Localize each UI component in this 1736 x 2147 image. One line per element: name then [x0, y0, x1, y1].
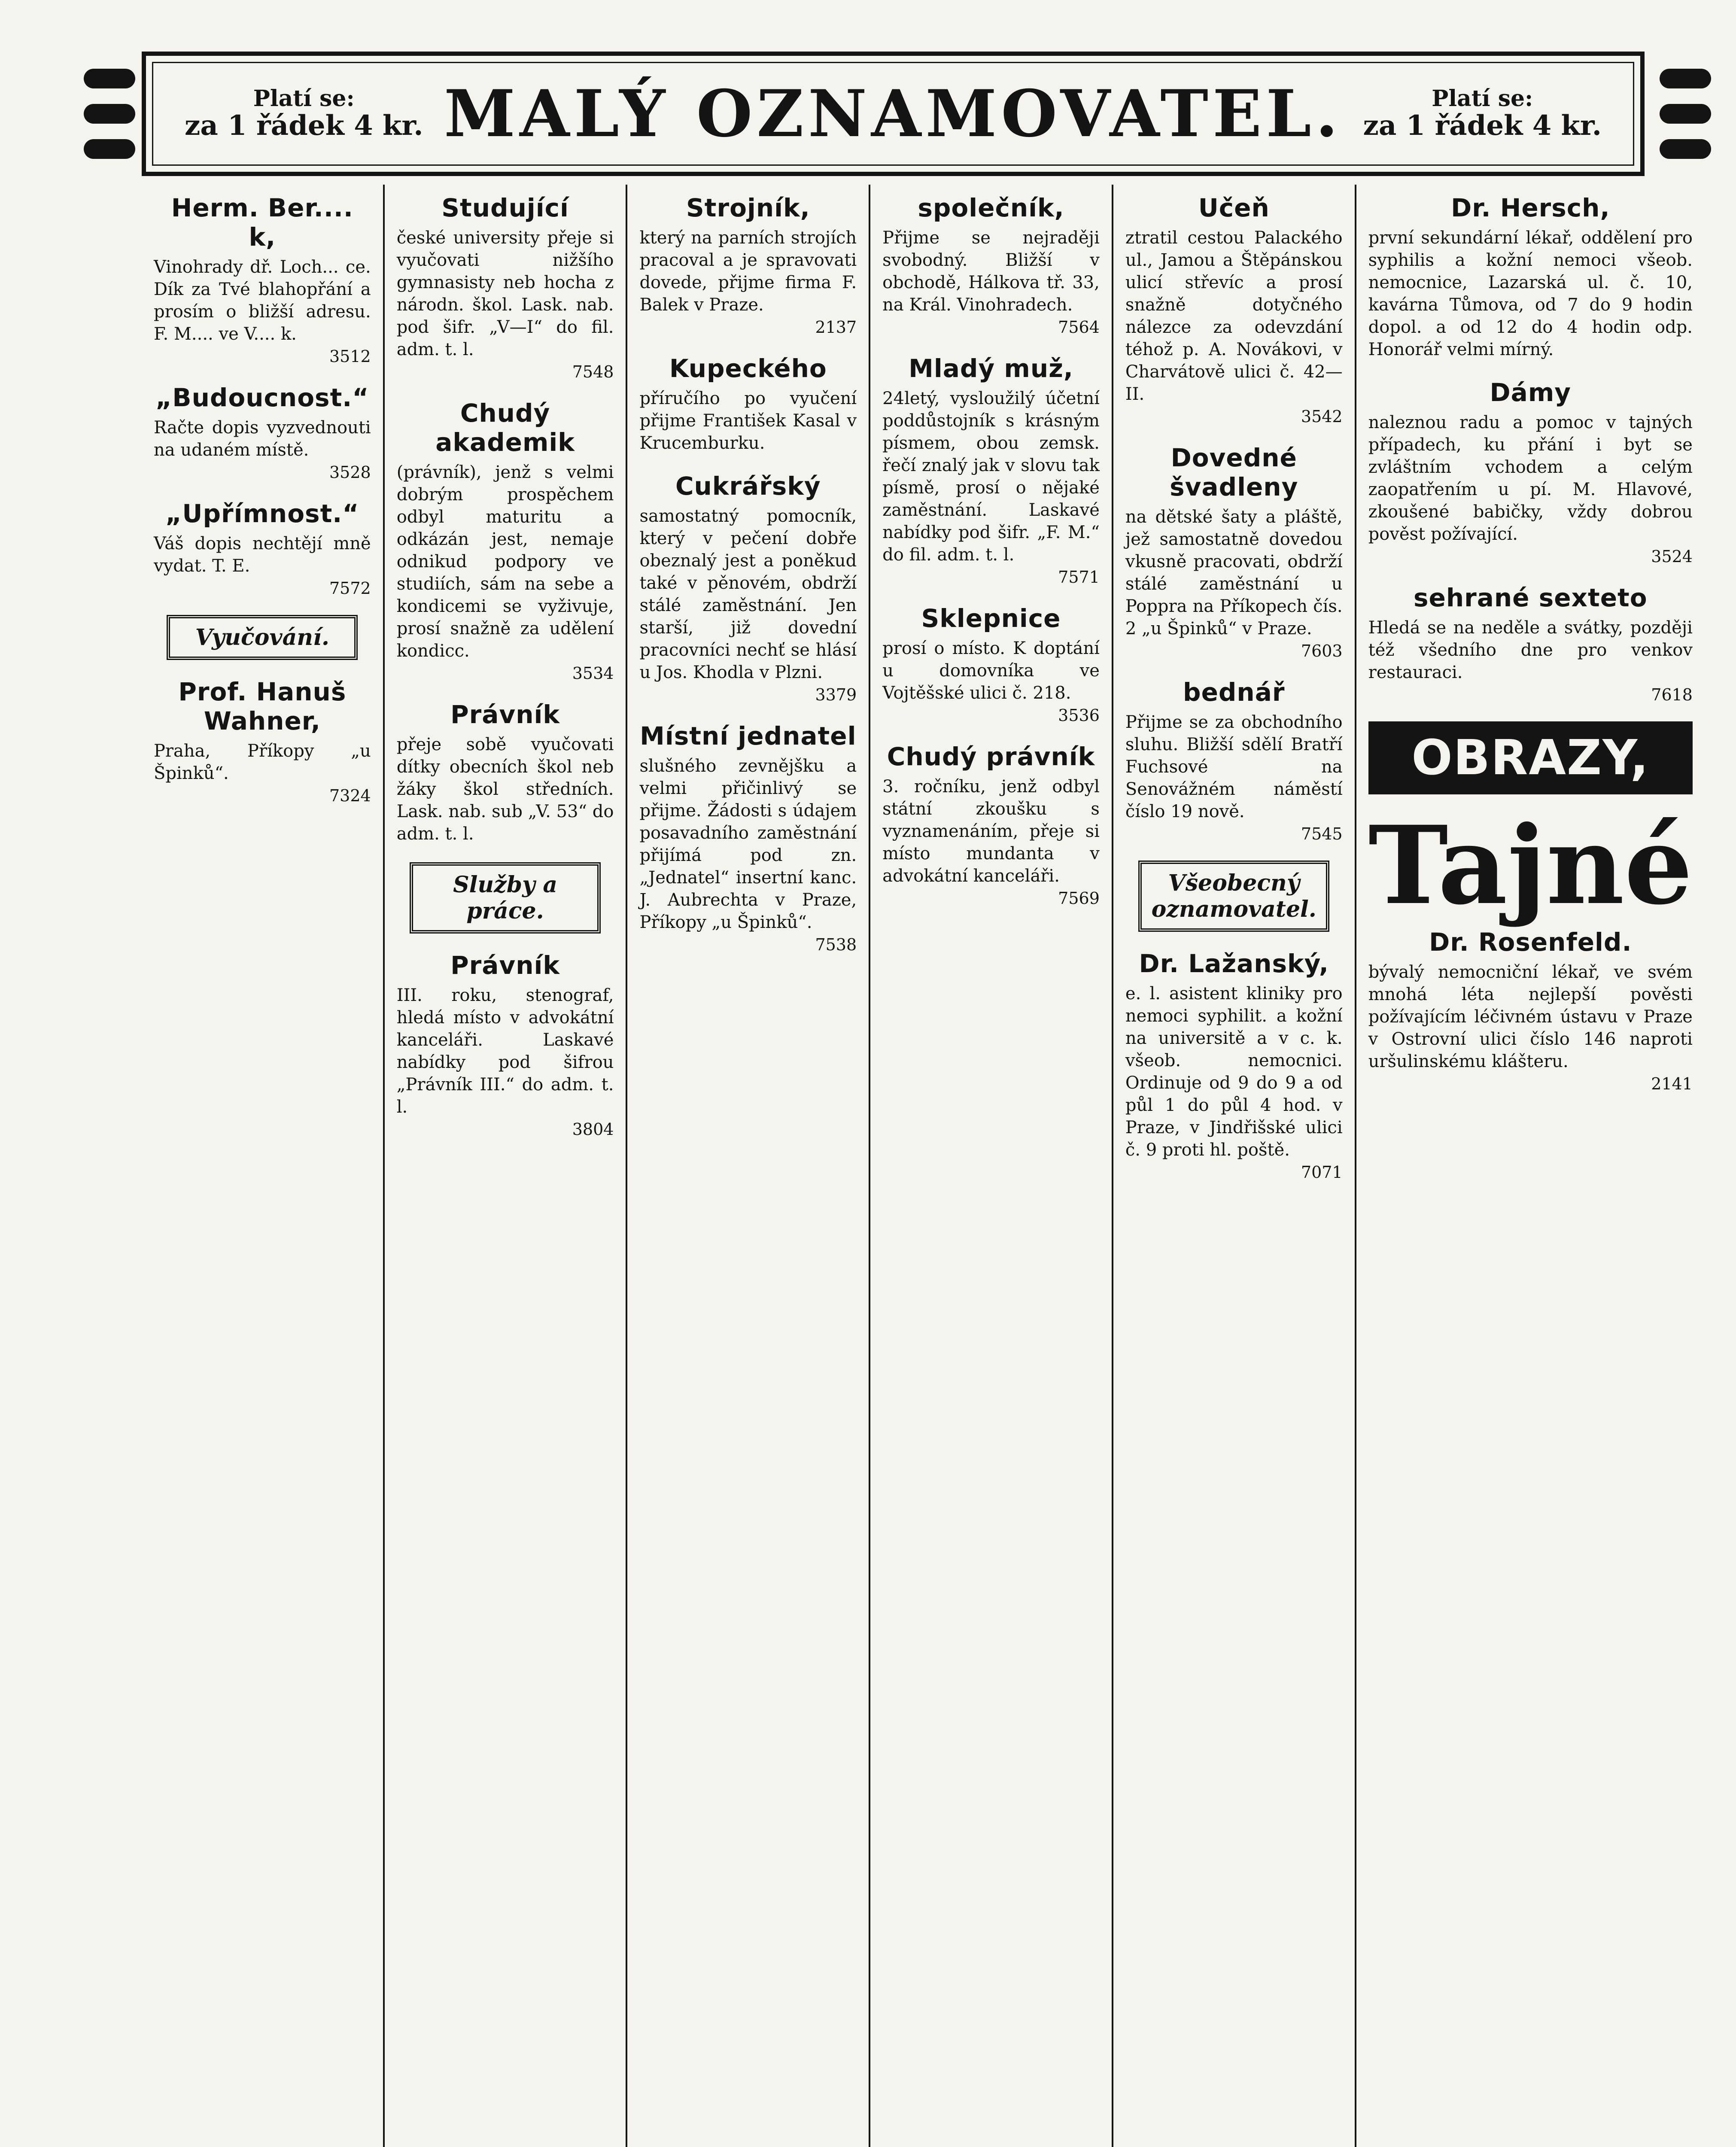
price-right — [1363, 86, 1602, 141]
ad-number: 7071 — [1301, 1163, 1343, 1182]
ad-text: první sekundární lékař, oddělení pro syphilis a kožní nemoci všeob. nemocnice, Lazarská ul. č. 10, kavárna Tůmova, od 7 do 9 hodin dopol. a od 12 do 4 hodin odp. Honorář velmi mírný. — [1368, 228, 1693, 359]
column-1 — [142, 185, 385, 2147]
ad-heading: Dr. Rosenfeld. — [1429, 928, 1632, 957]
ad-heading: Dr. Hersch, — [1451, 193, 1610, 222]
ad-text: prosí o místo. K doptání u domovníka ve Vojtěšské ulici č. 218. — [882, 639, 1100, 703]
ad-number: 3542 — [1301, 407, 1343, 426]
ad-text: na dětské šaty a pláště, jež samostatně dovedou vkusně pracovati, obdrží stálé zaměstnání u Poppra na Příkopech čís. 2 „u Špinků“ v Praze. — [1125, 507, 1343, 639]
ad-text: (právník), jenž s velmi dobrým prospěchem odbyl maturitu a odkázán jest, nemaje odnikud podpory ve studiích, sám na sebe a kondicemi se vyživuje, prosí snažně za udělení kondicc. — [396, 462, 614, 661]
ad-number: 7571 — [1058, 568, 1100, 587]
ad-text: e. l. asistent kliniky pro nemoci syphilit. a kožní na universitě a v c. k. všeob. nemocnici. Ordinuje od 9 do 9 a od půl 1 do půl 4 hod. v Praze, v Jindřišské ulici č. 9 proti hl. poště. — [1125, 984, 1343, 1160]
ad-number: 7603 — [1301, 642, 1343, 660]
ad-heading: Právník — [450, 951, 560, 980]
ad-text: Hledá se na neděle a svátky, později též všedního dne pro venkov restauraci. — [1368, 618, 1693, 682]
ad-item — [397, 193, 614, 381]
ad-heading: Cukrářský — [675, 471, 821, 501]
ad-columns — [142, 185, 1705, 2147]
ad-number: 7569 — [1058, 889, 1100, 908]
ad-text: slušného zevnějšku a velmi přičinlivý se přijme. Žádosti s údajem posavadního zaměstnání přijímá pod zn. „Jednatel“ insertní kanc. J. Aubrechta v Praze, Příkopy „u Špinků“. — [639, 756, 857, 932]
ad-number: 3804 — [572, 1120, 614, 1139]
ad-text: který na parních strojích pracoval a je spravovati dovede, přijme firma F. Balek v Praze. — [639, 228, 857, 315]
section-banner: Všeobecný oznamovatel. — [1138, 861, 1329, 932]
ad-heading: Chudý právník — [887, 742, 1095, 771]
ad-number: 2141 — [1651, 1074, 1693, 1093]
ad-heading: Sklepnice — [921, 604, 1061, 633]
ad-number: 7564 — [1058, 318, 1100, 337]
column-4 — [870, 185, 1113, 2147]
ad-item — [1125, 678, 1343, 843]
ad-heading: Studující — [441, 193, 569, 222]
masthead — [142, 52, 1645, 176]
ad-text: samostatný pomocník, který v pečení dobře obeznalý jest a poněkud také v pěnovém, obdrží stálé zaměstnání. Jen starší, již dovední pracovníci nechť se hlásí u Jos. Khodla v Plzni. — [639, 506, 857, 682]
ad-text: 3. ročníku, jenž odbyl státní zkoušku s vyznamenáním, přeje si místo mundanta v advokátní kanceláři. — [882, 777, 1100, 886]
ad-item — [639, 354, 857, 454]
ad-heading: Místní jednatel — [640, 721, 857, 751]
ad-heading: „Upřímnost.“ — [165, 499, 359, 528]
ad-heading: společník, — [918, 193, 1064, 222]
ad-text: Vinohrady dř. Loch... ce. Dík za Tvé blahopřání a prosím o bližší adresu. F. M.... ve V.... k. — [154, 257, 371, 344]
ad-heading: Herm. Ber.... k, — [171, 193, 353, 252]
ad-heading: sehrané sexteto — [1413, 583, 1648, 612]
ad-item — [397, 700, 614, 845]
ornament-left-icon — [73, 69, 146, 159]
section-banner: Vyučování. — [167, 615, 358, 660]
ad-item — [154, 677, 371, 805]
ad-item — [1368, 378, 1693, 566]
price-left-label: Platí se: — [253, 85, 355, 112]
price-left-value: za 1 řádek 4 kr. — [185, 109, 423, 142]
ad-item — [1125, 443, 1343, 660]
ad-heading: Právník — [450, 700, 560, 729]
column-2 — [385, 185, 628, 2147]
column-3 — [627, 185, 870, 2147]
ad-item — [639, 721, 857, 954]
ad-heading: Dámy — [1490, 378, 1572, 407]
ad-item — [882, 193, 1100, 337]
ad-number: 7618 — [1651, 685, 1693, 704]
ad-item — [1125, 949, 1343, 1182]
ad-number: 7545 — [1301, 824, 1343, 843]
ad-number: 7572 — [329, 579, 371, 598]
ad-number: 7538 — [815, 935, 857, 954]
ad-number: 7324 — [329, 786, 371, 805]
section-banner: Služby a práce. — [410, 862, 601, 934]
ad-number: 3534 — [572, 664, 614, 683]
ad-text: ztratil cestou Palackého ul., Jamou a Štěpánskou ulicí střevíc a prosí snažně dotyčného nálezce za odevzdání téhož p. A. Novákovi, v Charvátově ulici č. 42—II. — [1125, 228, 1343, 404]
column-6 — [1356, 185, 1705, 2147]
ad-item — [154, 499, 371, 598]
ad-text: naleznou radu a pomoc v tajných případech, ku přání i byt se zvláštním vchodem a celým zaopatřením u pí. M. Hlavové, zkoušené babičky, vždy dobrou pověst požívající. — [1368, 413, 1693, 544]
ad-text: české university přeje si vyučovati nižšího gymnasisty neb hocha z národn. škol. Lask. nab. pod šifr. „V—I“ do fil. adm. t. l. — [396, 228, 614, 359]
ad-heading: Mladý muž, — [909, 354, 1073, 383]
ad-item — [882, 604, 1100, 725]
ad-number: 2137 — [815, 318, 857, 337]
ad-item — [882, 354, 1100, 587]
column-5 — [1113, 185, 1356, 2147]
ad-number: 3536 — [1058, 706, 1100, 725]
ad-item — [1368, 928, 1693, 1093]
ad-item — [1368, 583, 1693, 704]
ad-item — [639, 471, 857, 704]
ad-text: Praha, Příkopy „u Špinků“. — [154, 741, 371, 783]
ad-heading: Dovedné švadleny — [1170, 443, 1298, 502]
price-left — [185, 86, 423, 141]
ad-heading: bednář — [1183, 678, 1285, 707]
ad-text: 24letý, vysloužilý účetní poddůstojník s krásným písmem, obou zemsk. řečí znalý jak v slovu tak písmě, prosí o nějaké zaměstnání. Laskavé nabídky pod šifr. „F. M.“ do fil. adm. t. l. — [882, 389, 1100, 565]
ad-item — [639, 193, 857, 337]
ad-item — [1125, 193, 1343, 426]
ad-number: 3512 — [329, 347, 371, 366]
ad-number: 7548 — [572, 362, 614, 381]
ad-heading: Kupeckého — [669, 354, 827, 383]
ad-heading: Dr. Lažanský, — [1139, 949, 1329, 978]
ad-number: 3379 — [815, 685, 857, 704]
ad-text: Račte dopis vyzvednouti na udaném místě. — [154, 418, 371, 460]
ad-item — [397, 951, 614, 1139]
obrazy-advert-header: OBRAZY, — [1368, 721, 1693, 794]
ad-item — [397, 398, 614, 683]
ornament-right-icon — [1649, 69, 1722, 159]
ad-text: přeje sobě vyučovati dítky obecních škol neb žáky škol středních. Lask. nab. sub „V. 53“ do adm. t. l. — [396, 735, 614, 844]
ad-heading: Učeň — [1198, 193, 1270, 222]
page-title: MALÝ OZNAMOVATEL. — [444, 76, 1342, 152]
ad-text: III. roku, stenograf, hledá místo v advokátní kanceláři. Laskavé nabídky pod šifrou „Právník III.“ do adm. t. l. — [396, 985, 614, 1117]
ad-heading: Prof. Hanuš Wahner, — [178, 677, 347, 736]
ad-item — [882, 742, 1100, 908]
ad-item — [1368, 193, 1693, 361]
ad-text: příručího po vyučení přijme František Kasal v Krucemburku. — [639, 389, 857, 453]
price-right-value: za 1 řádek 4 kr. — [1363, 109, 1602, 142]
ad-text: Přijme se nejraději svobodný. Bližší v obchodě, Hálkova tř. 33, na Král. Vinohradech. — [882, 228, 1100, 315]
ad-heading: „Budoucnost.“ — [155, 383, 369, 412]
tajne-headline: Tajné — [1368, 802, 1693, 928]
ad-number: 3524 — [1651, 547, 1693, 566]
ad-text: Váš dopis nechtějí mně vydat. T. E. — [154, 534, 371, 576]
ad-text: bývalý nemocniční lékař, ve svém mnohá léta nejlepší pověsti požívajícím léčivném ústavu v Praze v Ostrovní ulici číslo 146 naproti uršulinskému klášteru. — [1368, 962, 1693, 1071]
ad-text: Přijme se za obchodního sluhu. Bližší sdělí Bratří Fuchsové na Senovážném náměstí číslo 19 nově. — [1125, 712, 1343, 821]
ad-item — [154, 193, 371, 366]
ad-item — [154, 383, 371, 482]
ad-heading: Chudý akademik — [435, 398, 575, 457]
ad-number: 3528 — [329, 463, 371, 482]
price-right-label: Platí se: — [1432, 85, 1533, 112]
ad-heading: Strojník, — [686, 193, 810, 222]
